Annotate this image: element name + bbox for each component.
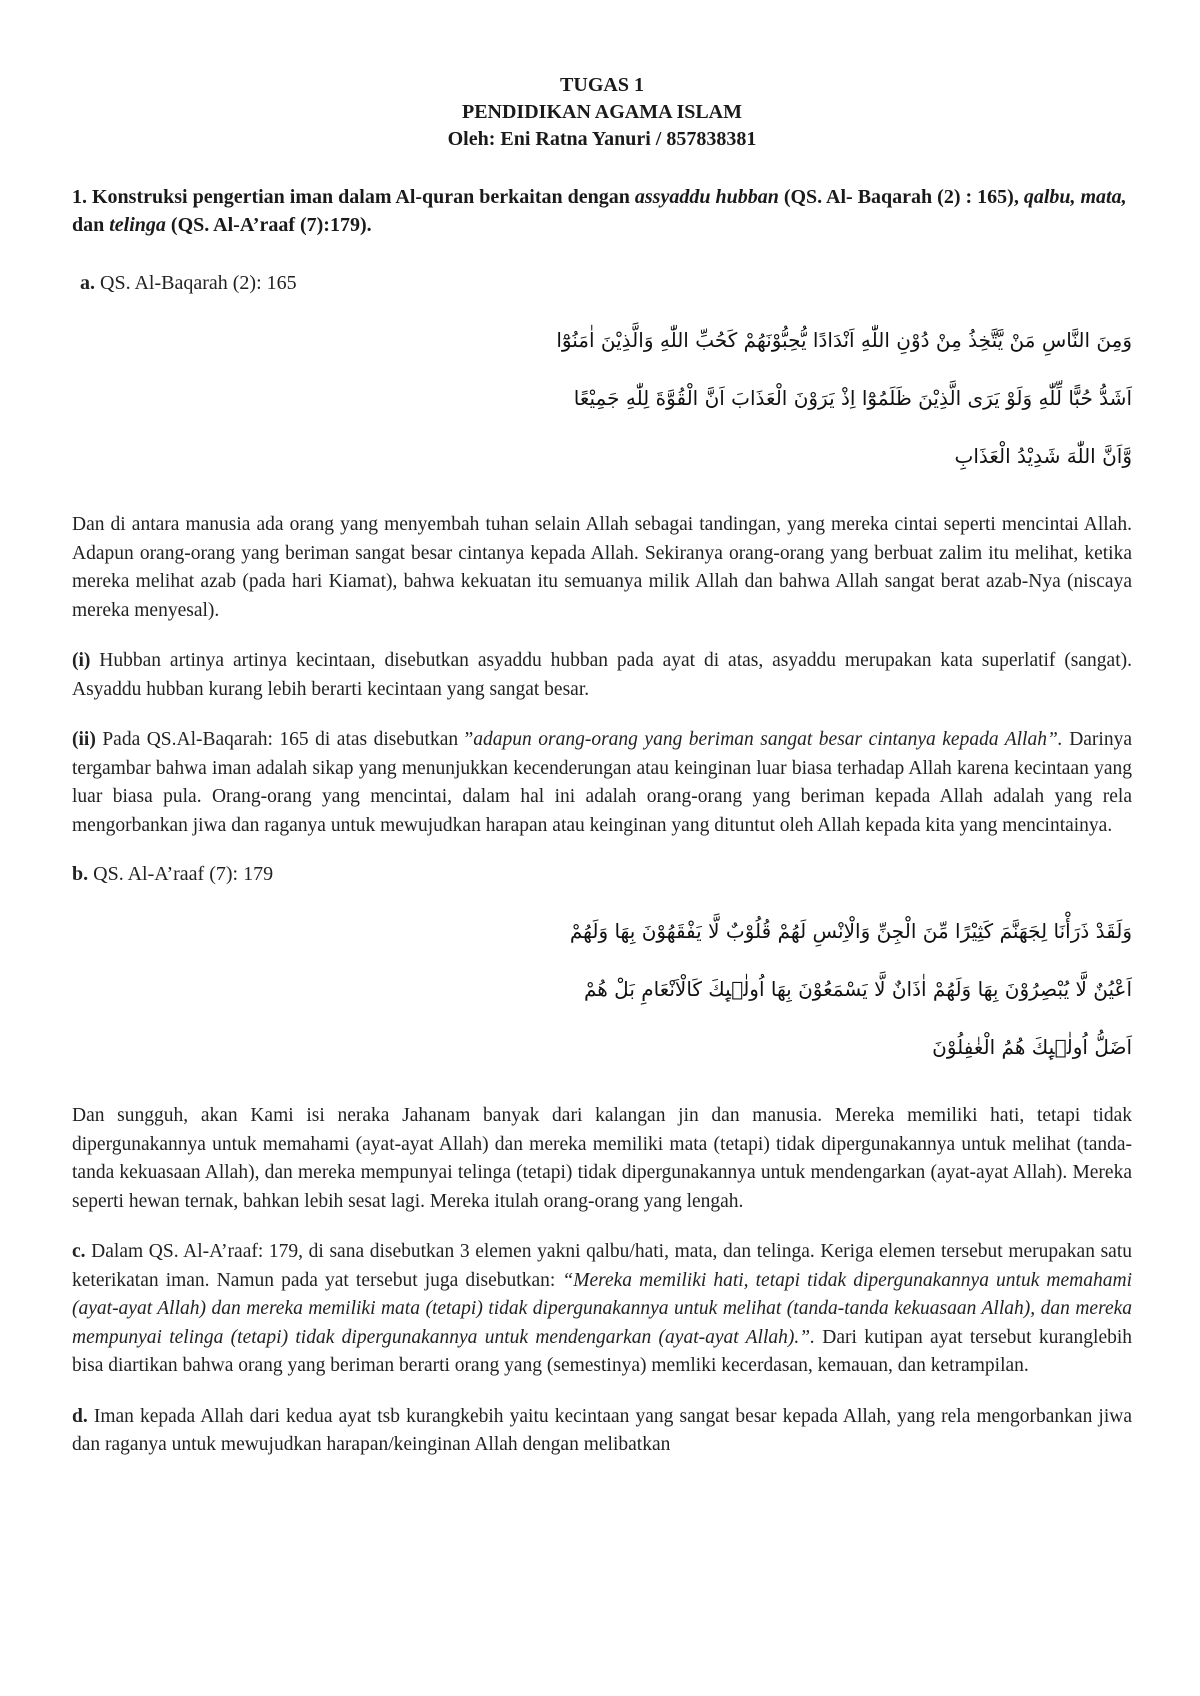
point-ii-text-b: Darinya tergambar bahwa iman adalah sikap yang menunjukkan kecenderungan atau keinginan luar biasa terhadap Allah karena kecintaan yang luar biasa pula. Orang-orang yang mencintai, dalam hal ini adalah orang-orang yang beriman kepada Allah adalah yang rela mengorbankan jiwa dan raganya untuk mewujudkan harapan atau keinginan yang dituntut oleh Allah kepada kita yang mencintainya.: [72, 729, 1132, 836]
section-d: [72, 1403, 1132, 1460]
document-title: TUGAS 1: [560, 74, 644, 96]
arabic-line: اَعْيُنٌ لَّا يُبْصِرُوْنَ بِهَا وَلَهُمْ اٰذَانٌ لَّا يَسْمَعُوْنَ بِهَا اُولٰۤىِٕكَ كَالْاَنْعَامِ بَلْ هُمْ: [583, 977, 1132, 1001]
point-ii: [72, 726, 1132, 840]
term-assyaddu-hubban: assyaddu hubban: [634, 186, 779, 208]
arabic-line: اَضَلُّ اُولٰۤىِٕكَ هُمُ الْغٰفِلُوْنَ: [932, 1035, 1132, 1059]
section-a-ref: QS. Al-Baqarah (2): 165: [100, 272, 297, 294]
point-ii-text-a: Pada QS.Al-Baqarah: 165 di atas disebutkan ”: [102, 729, 474, 750]
document-author: Oleh: Eni Ratna Yanuri / 857838381: [447, 128, 757, 150]
section-d-marker: d.: [72, 1405, 88, 1427]
point-i-marker: (i): [72, 650, 91, 671]
section-d-text: Iman kepada Allah dari kedua ayat tsb kurangkebih yaitu kecintaan yang sangat besar kepada Allah, yang rela mengorbankan jiwa dan raganya untuk mewujudkan harapan/keinginan Allah dengan melibatkan: [72, 1405, 1132, 1455]
document-page: [72, 72, 1132, 1460]
term-telinga: telinga: [109, 214, 166, 236]
point-ii-marker: (ii): [72, 729, 96, 750]
section-b-marker: b.: [72, 863, 89, 885]
section-a-marker: a.: [80, 272, 95, 294]
arabic-line: اَشَدُّ حُبًّا لِّلّٰهِ وَلَوْ يَرَى الَّذِيْنَ ظَلَمُوْٓا اِذْ يَرَوْنَ الْعَذَابَ اَنَّ الْقُوَّةَ لِلّٰهِ جَمِيْعًا: [573, 386, 1132, 410]
section-c: [72, 1238, 1132, 1381]
arabic-verse-baqarah-165: [72, 311, 1132, 485]
question-text-c: dan: [72, 214, 105, 236]
arabic-line: وَّاَنَّ اللّٰهَ شَدِيْدُ الْعَذَابِ: [954, 444, 1132, 468]
translation-araaf-179: Dan sungguh, akan Kami isi neraka Jahanam banyak dari kalangan jin dan manusia. Mereka memiliki hati, tetapi tidak dipergunakannya untuk memahami (ayat-ayat Allah) dan mereka memiliki mata (tetapi) tidak dipergunakannya untuk melihat (tanda-tanda kekuasaan Allah), dan mereka mempunyai telinga (tetapi) tidak dipergunakannya untuk mendengarkan (ayat-ayat Allah). Mereka seperti hewan ternak, bahkan lebih sesat lagi. Mereka itulah orang-orang yang lengah.: [72, 1105, 1132, 1212]
point-ii-quote: adapun orang-orang yang beriman sangat besar cintanya kepada Allah”.: [473, 729, 1063, 750]
translation-baqarah-165: Dan di antara manusia ada orang yang menyembah tuhan selain Allah sebagai tandingan, yang mereka cintai seperti mencintai Allah. Adapun orang-orang yang beriman sangat besar cintanya kepada Allah. Sekiranya orang-orang yang berbuat zalim itu melihat, ketika mereka melihat azab (pada hari Kiamat), bahwa kekuatan itu semuanya milik Allah dan bahwa Allah sangat berat azab-Nya (niscaya mereka menyesal).: [72, 514, 1132, 621]
arabic-verse-araaf-179: [72, 902, 1132, 1076]
section-c-marker: c.: [72, 1241, 86, 1262]
question-number: 1.: [72, 186, 87, 208]
point-i-text: Hubban artinya artinya kecintaan, disebutkan asyaddu hubban pada ayat di atas, asyaddu merupakan kata superlatif (sangat). Asyaddu hubban kurang lebih berarti kecintaan yang sangat besar.: [72, 650, 1132, 700]
term-qalbu-mata: qalbu, mata,: [1023, 186, 1127, 208]
section-b-heading: [72, 860, 1132, 888]
section-b-ref: QS. Al-A’raaf (7): 179: [93, 863, 274, 885]
document-subject: PENDIDIKAN AGAMA ISLAM: [461, 101, 743, 123]
point-i: [72, 647, 1132, 704]
question-text-a: Konstruksi pengertian iman dalam Al-quran berkaitan dengan: [92, 186, 630, 208]
arabic-line: وَلَقَدْ ذَرَأْنَا لِجَهَنَّمَ كَثِيْرًا مِّنَ الْجِنِّ وَالْاِنْسِ لَهُمْ قُلُوْبٌ لَّا يَفْقَهُوْنَ بِهَا وَلَهُمْ: [569, 919, 1132, 943]
section-c-quote: “Mereka memiliki hati, tetapi tidak dipergunakannya untuk memahami (ayat-ayat Allah) dan mereka memiliki mata (tetapi) tidak dipergunakannya untuk melihat (tanda-tanda kekuasaan Allah), dan mereka mempunyai telinga (tetapi) tidak dipergunakannya untuk mendengarkan (ayat-ayat Allah).”.: [72, 1269, 1132, 1348]
section-c-text-a: Dalam QS. Al-A’raaf: 179, di sana disebutkan 3 elemen yakni qalbu/hati, mata, dan telinga. Keriga elemen tersebut merupakan satu keterikatan iman. Namun pada yat tersebut juga disebutkan:: [72, 1241, 1133, 1291]
question-1: [72, 183, 1132, 239]
section-c-text-b: Dari kutipan ayat tersebut kuranglebih bisa diartikan bahwa orang yang beriman berarti orang yang (semestinya) memliki kecerdasan, kemauan, dan ketrampilan.: [72, 1326, 1133, 1376]
question-text-d: (QS. Al-A’raaf (7):179).: [170, 214, 372, 236]
section-a-heading: [80, 269, 1132, 297]
arabic-line: وَمِنَ النَّاسِ مَنْ يَّتَّخِذُ مِنْ دُوْنِ اللّٰهِ اَنْدَادًا يُّحِبُّوْنَهُمْ كَحُبِّ اللّٰهِ وَالَّذِيْنَ اٰمَنُوْٓا: [556, 328, 1132, 352]
question-text-b: (QS. Al- Baqarah (2) : 165),: [783, 186, 1019, 208]
document-header: [72, 72, 1132, 153]
